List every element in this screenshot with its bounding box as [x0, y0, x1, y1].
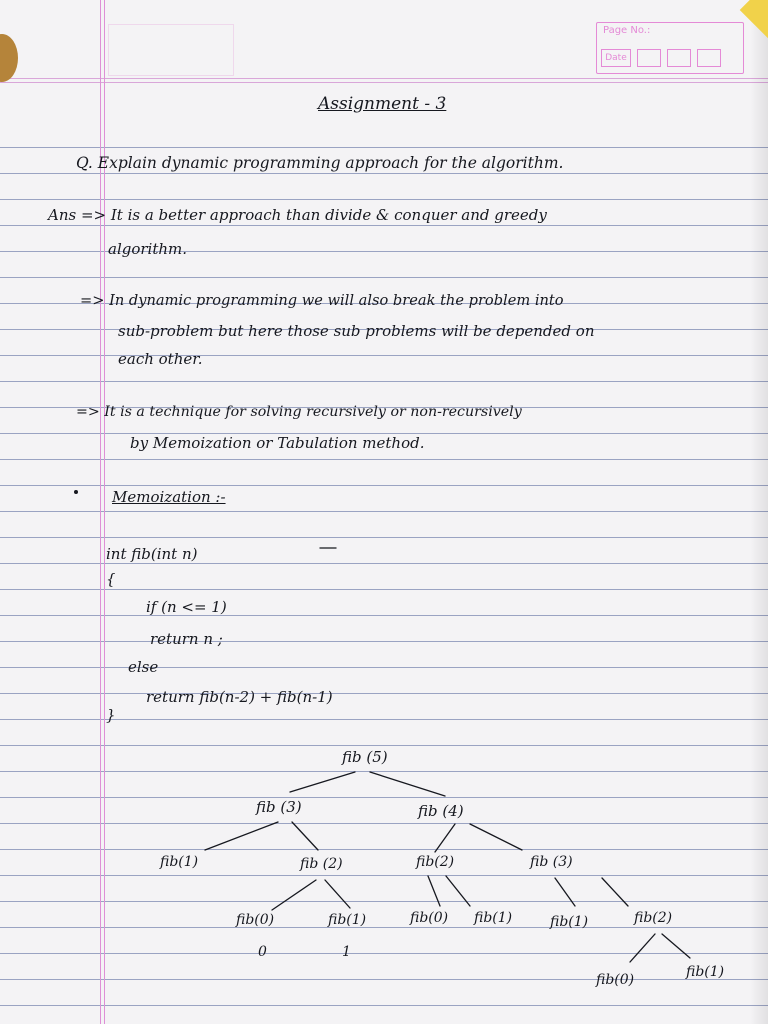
- tree-node: fib(0): [236, 912, 275, 928]
- tree-value: 1: [342, 944, 351, 960]
- tree-edge: [205, 822, 278, 850]
- page-number-label: Page No.:: [603, 25, 651, 36]
- code-line: }: [106, 706, 116, 724]
- tree-node: fib(2): [634, 910, 673, 926]
- tree-edge: [446, 876, 470, 906]
- answer-line: Ans => It is a better approach than divide & conquer and greedy: [48, 206, 547, 224]
- page-title: Assignment - 3: [318, 94, 447, 114]
- tree-edge: [325, 880, 350, 908]
- date-label: Date: [601, 49, 631, 67]
- code-line: else: [128, 658, 159, 676]
- tree-edge: [555, 878, 575, 906]
- tree-edge: [272, 880, 316, 910]
- tree-edge: [435, 824, 455, 852]
- answer-point: by Memoization or Tabulation method.: [130, 434, 425, 452]
- tree-node: fib(2): [416, 854, 455, 870]
- answer-point: => In dynamic programming we will also break the problem into: [80, 292, 564, 309]
- answer-line: algorithm.: [108, 240, 188, 258]
- tree-edge: [290, 772, 355, 792]
- question-text: Q. Explain dynamic programming approach for the algorithm.: [76, 154, 564, 172]
- code-line: return fib(n-2) + fib(n-1): [146, 688, 333, 706]
- tree-node: fib (2): [300, 856, 343, 872]
- tree-node: fib(1): [474, 910, 513, 926]
- section-heading: Memoization :-: [112, 488, 226, 506]
- code-line: if (n <= 1): [146, 598, 227, 616]
- tree-node: fib (4): [418, 802, 464, 820]
- tree-edge: [662, 934, 690, 958]
- tree-edge: [602, 878, 628, 906]
- tree-node: fib(1): [328, 912, 367, 928]
- tree-node: fib(0): [596, 972, 635, 988]
- answer-point: sub-problem but here those sub problems will be depended on: [118, 322, 595, 340]
- tree-node: fib(1): [550, 914, 589, 930]
- tree-edge: [292, 822, 318, 850]
- tree-node: fib(0): [410, 910, 449, 926]
- code-line: return n ;: [150, 630, 223, 648]
- tree-node: fib (3): [530, 854, 573, 870]
- tree-edge: [370, 772, 445, 796]
- tree-node: fib (3): [256, 798, 302, 816]
- tree-edge: [630, 934, 655, 962]
- tree-node: fib(1): [686, 964, 725, 980]
- tree-edge: [470, 824, 522, 850]
- answer-point: each other.: [118, 350, 203, 368]
- code-line: int fib(int n): [106, 545, 198, 563]
- tree-value: 0: [258, 944, 267, 960]
- code-line: {: [106, 570, 116, 588]
- tree-node: fib(1): [160, 854, 199, 870]
- tree-node: fib (5): [342, 748, 388, 766]
- tree-edge: [428, 876, 440, 906]
- answer-point: => It is a technique for solving recursively or non-recursively: [76, 404, 522, 420]
